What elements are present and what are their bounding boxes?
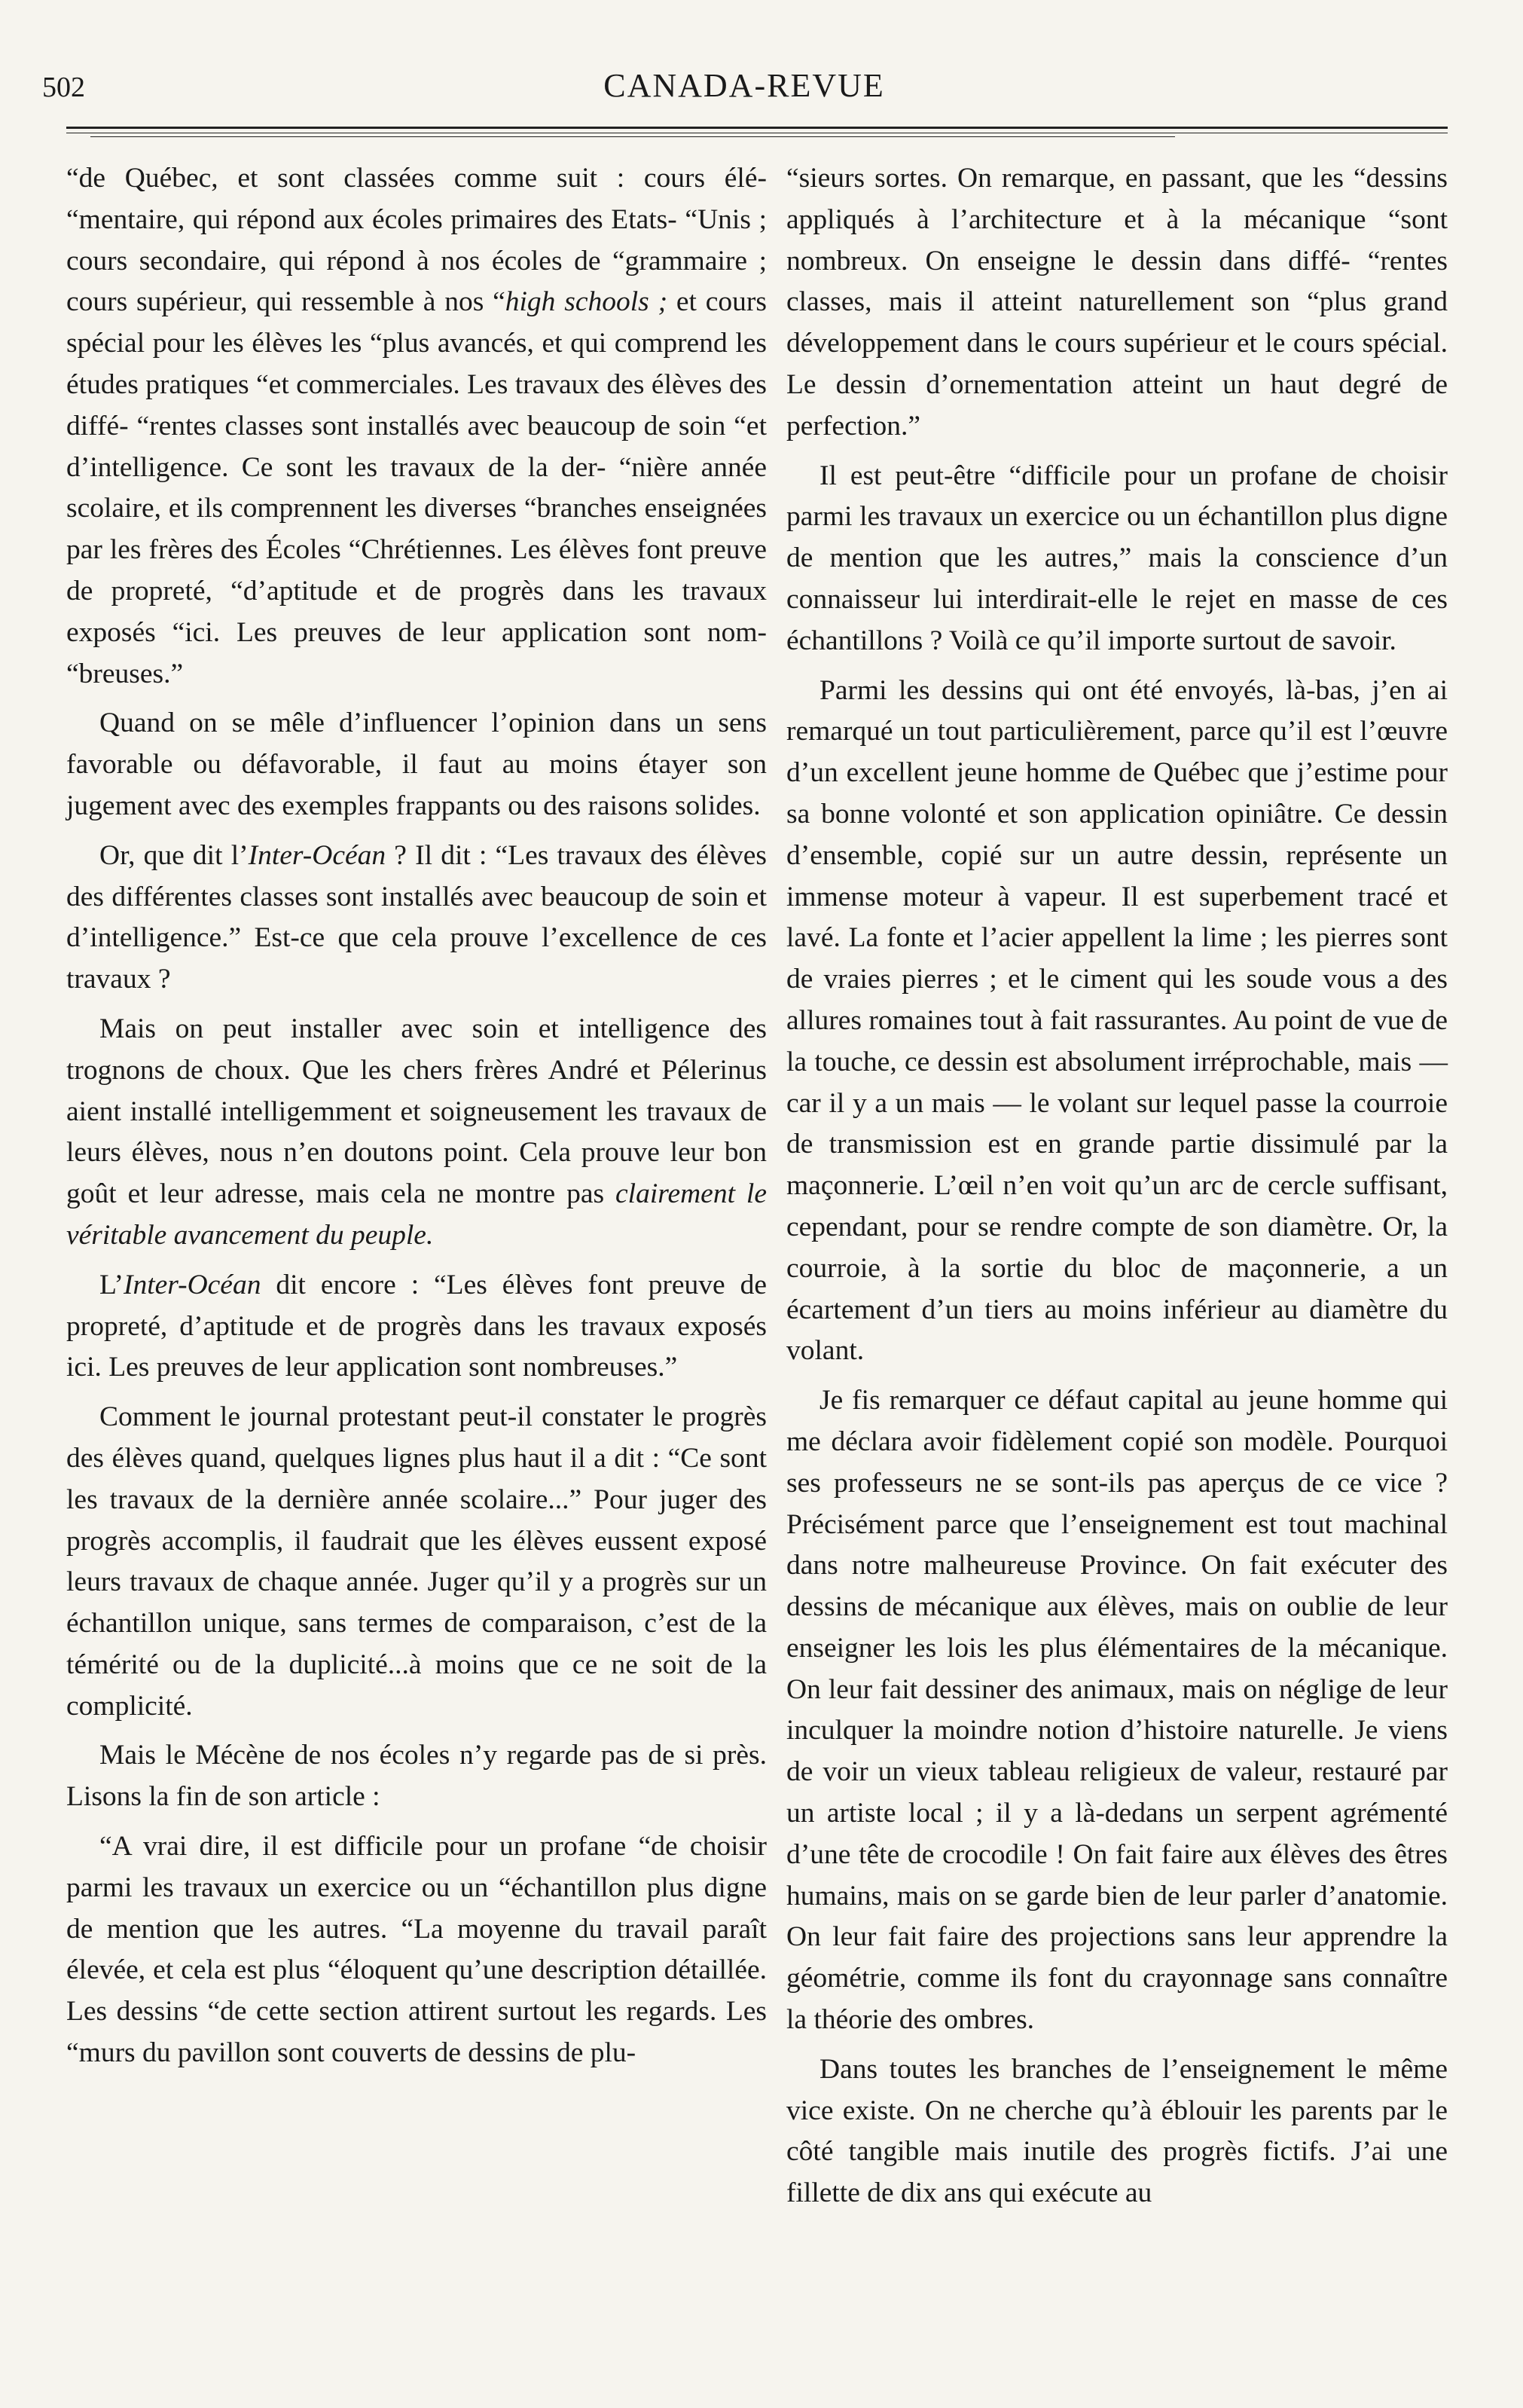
paragraph: Mais on peut installer avec soin et intelligence des trognons de choux. Que les chers frères André et Pélerinus aient installé intelligemment et soigneusement les travaux de leurs élèves, nous n’en doutons point. Cela prouve leur bon goût et leur adresse, mais cela ne montre pas clairement le véritable avancement du peuple. (66, 1013, 767, 1251)
paragraph: Comment le journal protestant peut-il constater le progrès des élèves quand, quelques lignes plus haut il a dit : “Ce sont les travaux de la dernière année scolaire...” Pour juger des progrès accomplis, il faudrait que les élèves eussent exposé leurs travaux de chaque année. Juger qu’il y a progrès sur un échantillon unique, sans termes de comparaison, c’est de la témérité ou de la duplicité...à moins que ce ne soit de la complicité. (66, 1401, 767, 1722)
page-number: 502 (42, 72, 85, 103)
paragraph: “sieurs sortes. On remarque, en passant, que les “dessins appliqués à l’architecture et à la mécanique “sont nombreux. On enseigne le dessin dans diffé- “rentes classes, mais il atteint naturellement son “plus grand développement dans le cours supérieur et le cours spécial. Le dessin d’ornementation atteint un haut degré de perfection.” (786, 163, 1448, 442)
paragraph: Mais le Mécène de nos écoles n’y regarde pas de si près. Lisons la fin de son article : (66, 1740, 767, 1813)
paragraph: Dans toutes les branches de l’enseignement le même vice existe. On ne cherche qu’à éblouir les parents par le côté tangible mais inutile des progrès fictifs. J’ai une fillette de dix ans qui exécute au (786, 2053, 1448, 2209)
journal-title: CANADA-REVUE (603, 67, 885, 104)
paragraph: Il est peut-être “difficile pour un profane de choisir parmi les travaux un exercice ou un échantillon plus digne de mention que les autres,” mais la conscience d’un connaisseur lui interdirait-elle le rejet en masse de ces échantillons ? Voilà ce qu’il importe surtout de savoir. (786, 460, 1448, 656)
paragraph: Quand on se mêle d’influencer l’opinion dans un sens favorable ou défavorable, il faut au moins étayer son jugement avec des exemples frappants ou des raisons solides. (66, 707, 767, 821)
paragraph: L’Inter-Océan dit encore : “Les élèves font preuve de propreté, d’aptitude et de progrès dans les travaux exposés ici. Les preuves de leur application sont nombreuses.” (66, 1269, 767, 1383)
paragraph: Je fis remarquer ce défaut capital au jeune homme qui me déclara avoir fidèlement copié son modèle. Pourquoi ses professeurs ne se sont-ils pas aperçus de ce vice ? Précisément parce que l’enseignement est tout machinal dans notre malheureuse Province. On fait exécuter des dessins de mécanique aux élèves, mais on oublie de leur enseigner les lois les plus élémentaires de la mécanique. On leur fait dessiner des animaux, mais on néglige de leur inculquer la moindre notion d’histoire naturelle. Je viens de voir un vieux tableau religieux de valeur, restauré par un artiste local ; il y a là-dedans un serpent agrémenté d’une tête de crocodile ! On fait faire aux élèves des êtres humains, mais on se garde bien de leur parler d’anatomie. On leur fait faire des projections sans leur apprendre la géométrie, comme ils font du crayonnage sans connaître la théorie des ombres. (786, 1385, 1448, 2036)
paragraph: “de Québec, et sont classées comme suit : cours élé- “mentaire, qui répond aux écoles primaires des Etats- “Unis ; cours secondaire, qui répond à nos écoles de “grammaire ; cours supérieur, qui ressemble à nos “high schools ; et cours spécial pour les élèves les “plus avancés, et qui comprend les études pratiques “et commerciales. Les travaux des élèves des diffé- “rentes classes sont installés avec beaucoup de soin “et d’intelligence. Ce sont les travaux de la der- “nière année scolaire, et ils comprennent les diverses “branches enseignées par les frères des Écoles “Chrétiennes. Les élèves font preuve de propreté, “d’aptitude et de progrès dans les travaux exposés “ici. Les preuves de leur application sont nom- “breuses.” (66, 163, 767, 689)
paragraph: “A vrai dire, il est difficile pour un profane “de choisir parmi les travaux un exercice ou un “échantillon plus digne de mention que les autres. “La moyenne du travail paraît élevée, et cela est plus “éloquent qu’une description détaillée. Les dessins “de cette section attirent surtout les regards. Les “murs du pavillon sont couverts de dessins de plu- (66, 1831, 767, 2069)
header-rule-thin-inner (90, 136, 1175, 137)
paragraph: Parmi les dessins qui ont été envoyés, là-bas, j’en ai remarqué un tout particulièrement, parce qu’il est l’œuvre d’un excellent jeune homme de Québec que j’estime pour sa bonne volonté et son application opiniâtre. Ce dessin d’ensemble, copié sur un autre dessin, représente un immense moteur à vapeur. Il est superbement tracé et lavé. La fonte et l’acier appellent la lime ; les pierres sont de vraies pierres ; et le ciment qui les soude vous a des allures romaines tout à fait rassurantes. Au point de vue de la touche, ce dessin est absolument irréprochable, mais — car il y a un mais — le volant sur lequel passe la courroie de transmission est en grande partie dissimulé par la maçonnerie. L’œil n’en voit qu’un arc de cercle suffisant, cependant, pour se rendre compte de son diamètre. Or, la courroie, à la sortie du bloc de maçonnerie, a un écartement d’un tiers au moins inférieur au diamètre du volant. (786, 674, 1448, 1367)
page-header (42, 66, 1446, 112)
paragraph: Or, que dit l’Inter-Océan ? Il dit : “Les travaux des élèves des différentes classes sont installés avec beaucoup de soin et d’intelligence.” Est-ce que cela prouve l’excellence de ces travaux ? (66, 839, 767, 995)
left-column (66, 158, 767, 2083)
right-column (786, 158, 1448, 2223)
header-rule-thick (66, 127, 1448, 129)
